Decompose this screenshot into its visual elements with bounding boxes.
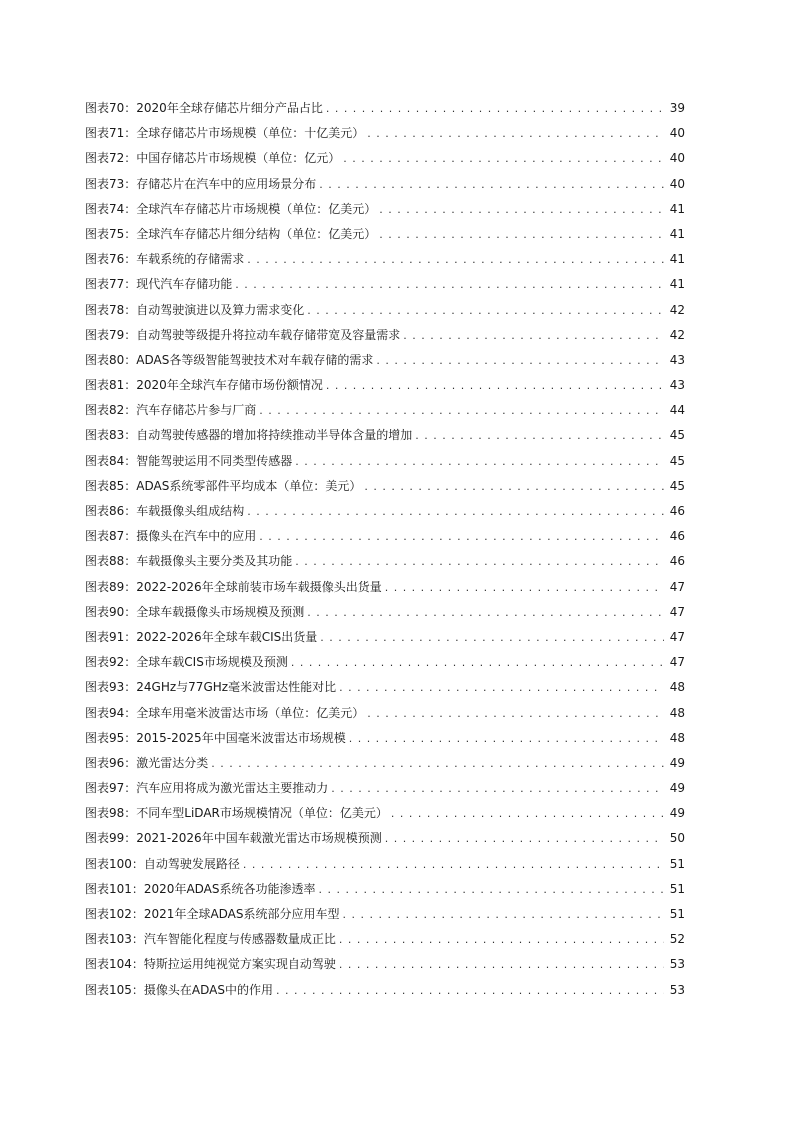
toc-entry-label: 图表89： (85, 579, 137, 594)
toc-entry[interactable] (85, 121, 685, 146)
toc-entry-title: 汽车存储芯片参与厂商 (136, 403, 257, 418)
toc-entry[interactable] (85, 499, 685, 524)
toc-entry-title: 不同车型LiDAR市场规模情况（单位：亿美元） (136, 806, 388, 821)
toc-entry[interactable] (85, 146, 685, 171)
toc-entry-page-number: 46 (669, 529, 685, 544)
toc-entry-title: 2015-2025年中国毫米波雷达市场规模 (136, 730, 346, 745)
toc-entry-label: 图表96： (85, 755, 137, 770)
toc-entry-page-number: 45 (669, 453, 685, 468)
toc-entry-title: 现代汽车存储功能 (136, 277, 233, 292)
toc-entry-title: 自动驾驶等级提升将拉动车载存储带宽及容量需求 (136, 327, 401, 342)
toc-entry-label: 图表77： (85, 277, 137, 292)
toc-entry[interactable] (85, 751, 685, 776)
toc-entry[interactable] (85, 323, 685, 348)
toc-entry-label: 图表102： (85, 907, 144, 921)
toc-entry-title: 车载摄像头组成结构 (136, 504, 245, 518)
toc-entry-page-number: 51 (669, 856, 685, 871)
toc-entry[interactable] (85, 650, 685, 675)
dot-leader (403, 323, 664, 348)
dot-leader (343, 902, 664, 927)
toc-entry-page-number: 41 (669, 226, 685, 241)
dot-leader (319, 877, 664, 902)
toc-entry[interactable] (85, 701, 685, 726)
dot-leader (295, 549, 664, 574)
toc-entry-page-number: 47 (669, 604, 685, 619)
toc-entry-page-number: 43 (669, 352, 685, 367)
dot-leader (349, 726, 664, 751)
toc-entry-page-number: 45 (669, 478, 685, 493)
toc-entry-title: 汽车应用将成为激光雷达主要推动力 (136, 781, 329, 796)
toc-entry-label: 图表79： (85, 327, 137, 342)
toc-entry-title: 存储芯片在汽车中的应用场景分布 (136, 176, 317, 191)
dot-leader (247, 247, 664, 272)
dot-leader (376, 348, 664, 373)
dot-leader (307, 600, 664, 625)
toc-entry[interactable] (85, 776, 685, 801)
toc-entry-page-number: 48 (669, 730, 685, 745)
toc-entry-label: 图表86： (85, 504, 137, 518)
toc-entry-page-number: 41 (669, 277, 685, 292)
toc-entry-title: 全球车用毫米波雷达市场（单位：亿美元） (136, 705, 365, 720)
toc-entry-page-number: 40 (669, 176, 685, 191)
toc-entry-title: 全球汽车存储芯片市场规模（单位：亿美元） (136, 201, 377, 216)
toc-entry-label: 图表87： (85, 529, 137, 544)
toc-entry-title: 自动驾驶演进以及算力需求变化 (136, 302, 305, 317)
dot-leader (343, 146, 664, 171)
toc-entry[interactable] (85, 348, 685, 373)
toc-entry-label: 图表104： (85, 957, 144, 972)
dot-leader (291, 650, 664, 675)
dot-leader (247, 499, 664, 524)
dot-leader (367, 701, 664, 726)
toc-entry-label: 图表82： (85, 403, 137, 418)
toc-entry[interactable] (85, 575, 685, 600)
toc-entry-page-number: 49 (669, 755, 685, 770)
toc-entry-page-number: 41 (669, 252, 685, 267)
toc-entry-title: 2022-2026年全球车载CIS出货量 (136, 629, 318, 644)
toc-entry-title: 自动驾驶传感器的增加将持续推动半导体含量的增加 (136, 428, 413, 443)
toc-entry[interactable] (85, 197, 685, 222)
dot-leader (367, 121, 664, 146)
toc-entry[interactable] (85, 726, 685, 751)
toc-entry-label: 图表101： (85, 881, 144, 896)
toc-entry-label: 图表97： (85, 781, 137, 796)
dot-leader (379, 222, 664, 247)
toc-entry-label: 图表73： (85, 176, 137, 191)
toc-entry-page-number: 40 (669, 126, 685, 141)
dot-leader (259, 398, 664, 423)
dot-leader (391, 801, 664, 826)
toc-entry-label: 图表98： (85, 806, 137, 821)
dot-leader (331, 776, 664, 801)
toc-entry-title: 汽车智能化程度与传感器数量成正比 (143, 932, 336, 947)
toc-entry-label: 图表84： (85, 453, 137, 468)
toc-entry-label: 图表72： (85, 151, 137, 166)
toc-entry-label: 图表100： (85, 856, 144, 871)
toc-entry-page-number: 47 (669, 629, 685, 644)
toc-entry[interactable] (85, 172, 685, 197)
toc-entry-label: 图表81： (85, 378, 137, 393)
toc-entry-page-number: 51 (669, 881, 685, 896)
toc-entry-label: 图表74： (85, 201, 137, 216)
toc-entry-label: 图表94： (85, 705, 137, 720)
toc-entry-title: ADAS各等级智能驾驶技术对车载存储的需求 (136, 352, 374, 367)
toc-entry-title: 全球存储芯片市场规模（单位：十亿美元） (136, 126, 365, 141)
toc-entry-label: 图表71： (85, 126, 137, 141)
toc-entry-page-number: 43 (669, 378, 685, 393)
toc-entry-title: 激光雷达分类 (136, 755, 209, 770)
toc-entry-page-number: 48 (669, 705, 685, 720)
toc-entry-label: 图表85： (85, 478, 137, 493)
toc-entry-page-number: 46 (669, 554, 685, 569)
toc-entry-page-number: 44 (669, 403, 685, 418)
toc-entry[interactable] (85, 826, 685, 851)
toc-entry-page-number: 51 (669, 907, 685, 921)
toc-entry[interactable] (85, 398, 685, 423)
toc-entry[interactable] (85, 449, 685, 474)
toc-entry-title: 摄像头在汽车中的应用 (136, 529, 257, 544)
dot-leader (243, 852, 664, 877)
toc-entry[interactable] (85, 373, 685, 398)
toc-entry-page-number: 53 (669, 982, 685, 997)
toc-entry-page-number: 49 (669, 806, 685, 821)
toc-entry-page-number: 50 (669, 831, 685, 846)
toc-entry-page-number: 42 (669, 327, 685, 342)
toc-entry[interactable] (85, 852, 685, 877)
toc-entry-label: 图表93： (85, 680, 137, 695)
table-of-figures (85, 96, 685, 1003)
toc-entry[interactable] (85, 600, 685, 625)
toc-entry[interactable] (85, 675, 685, 700)
toc-entry[interactable] (85, 272, 685, 297)
toc-entry-label: 图表83： (85, 428, 137, 443)
toc-entry-label: 图表92： (85, 655, 137, 670)
toc-entry-page-number: 47 (669, 579, 685, 594)
toc-entry-title: 自动驾驶发展路径 (143, 856, 240, 871)
toc-entry-title: 2020年ADAS系统各功能渗透率 (143, 881, 316, 896)
toc-entry-title: 特斯拉运用纯视觉方案实现自动驾驶 (143, 957, 336, 972)
toc-entry-page-number: 42 (669, 302, 685, 317)
toc-entry-page-number: 49 (669, 781, 685, 796)
toc-entry-page-number: 39 (669, 101, 685, 115)
toc-entry-label: 图表90： (85, 604, 137, 619)
toc-entry[interactable] (85, 549, 685, 574)
toc-entry-page-number: 45 (669, 428, 685, 443)
toc-entry-label: 图表103： (85, 932, 144, 947)
dot-leader (276, 978, 664, 1003)
toc-entry-title: ADAS系统零部件平均成本（单位：美元） (136, 478, 362, 493)
toc-entry-title: 车载摄像头主要分类及其功能 (136, 554, 293, 569)
dot-leader (385, 575, 664, 600)
toc-entry[interactable] (85, 247, 685, 272)
toc-entry[interactable] (85, 222, 685, 247)
toc-entry-title: 2022-2026年全球前装市场车载摄像头出货量 (136, 579, 382, 594)
toc-entry-title: 2021-2026年中国车载激光雷达市场规模预测 (136, 831, 382, 846)
toc-entry-label: 图表88： (85, 554, 137, 569)
toc-entry[interactable] (85, 423, 685, 448)
toc-entry-label: 图表99： (85, 831, 137, 846)
dot-leader (326, 373, 664, 398)
dot-leader (339, 952, 664, 977)
dot-leader (211, 751, 664, 776)
toc-entry-title: 2021年全球ADAS系统部分应用车型 (143, 907, 340, 921)
dot-leader (339, 927, 664, 952)
dot-leader (415, 423, 664, 448)
dot-leader (259, 524, 664, 549)
toc-entry-title: 智能驾驶运用不同类型传感器 (136, 453, 293, 468)
toc-entry-page-number: 48 (669, 680, 685, 695)
dot-leader (319, 172, 664, 197)
toc-entry-page-number: 46 (669, 504, 685, 518)
toc-entry[interactable] (85, 524, 685, 549)
toc-entry-label: 图表95： (85, 730, 137, 745)
toc-entry[interactable] (85, 902, 685, 927)
toc-entry-title: 全球车载CIS市场规模及预测 (136, 655, 288, 670)
toc-entry[interactable] (85, 474, 685, 499)
toc-entry-page-number: 41 (669, 201, 685, 216)
toc-entry-title: 车载系统的存储需求 (136, 252, 245, 267)
toc-entry-label: 图表78： (85, 302, 137, 317)
dot-leader (307, 298, 664, 323)
toc-entry[interactable] (85, 978, 685, 1003)
dot-leader (385, 826, 664, 851)
dot-leader (295, 449, 664, 474)
toc-entry-title: 全球车载摄像头市场规模及预测 (136, 604, 305, 619)
toc-entry-title: 摄像头在ADAS中的作用 (143, 982, 273, 997)
toc-entry[interactable] (85, 927, 685, 952)
toc-entry-title: 中国存储芯片市场规模（单位：亿元） (136, 151, 341, 166)
dot-leader (339, 675, 664, 700)
toc-entry[interactable] (85, 298, 685, 323)
toc-entry-label: 图表105： (85, 982, 144, 997)
toc-entry[interactable] (85, 877, 685, 902)
toc-entry-page-number: 52 (669, 932, 685, 947)
toc-entry-label: 图表91： (85, 629, 137, 644)
toc-entry-title: 24GHz与77GHz毫米波雷达性能对比 (136, 680, 337, 695)
toc-entry-title: 2020年全球汽车存储市场份额情况 (136, 378, 323, 393)
toc-entry-page-number: 53 (669, 957, 685, 972)
toc-entry-label: 图表76： (85, 252, 137, 267)
dot-leader (326, 96, 664, 121)
toc-entry-page-number: 47 (669, 655, 685, 670)
toc-entry[interactable] (85, 801, 685, 826)
dot-leader (235, 272, 664, 297)
dot-leader (379, 197, 664, 222)
dot-leader (320, 625, 664, 650)
toc-entry[interactable] (85, 625, 685, 650)
toc-entry-label: 图表80： (85, 352, 137, 367)
toc-entry-label: 图表70： (85, 101, 137, 115)
toc-entry-label: 图表75： (85, 226, 137, 241)
toc-entry-title: 全球汽车存储芯片细分结构（单位：亿美元） (136, 226, 377, 241)
toc-entry[interactable] (85, 952, 685, 977)
toc-entry-title: 2020年全球存储芯片细分产品占比 (136, 101, 323, 115)
toc-entry[interactable] (85, 96, 685, 121)
dot-leader (364, 474, 664, 499)
toc-entry-page-number: 40 (669, 151, 685, 166)
